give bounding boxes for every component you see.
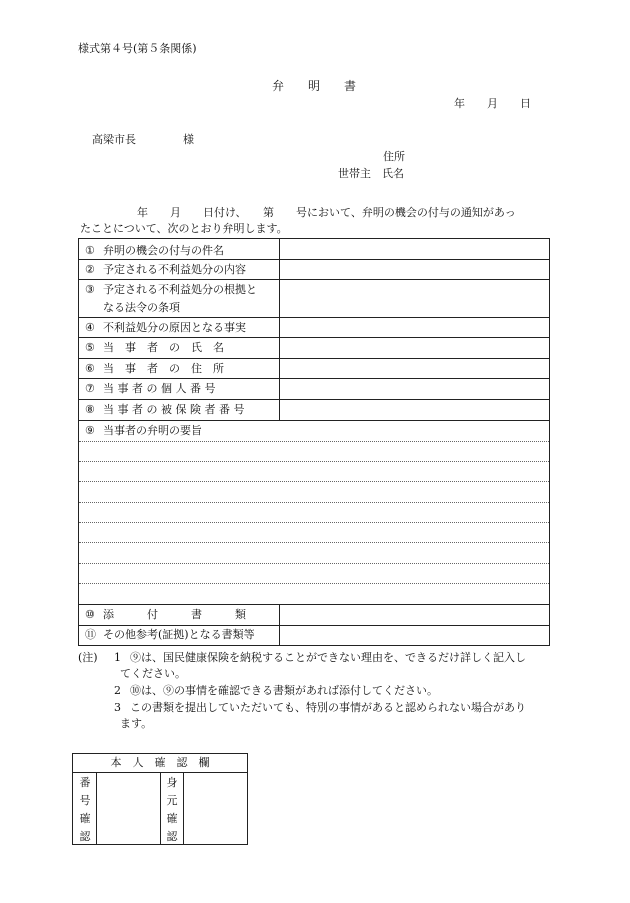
- note-number: 2: [114, 684, 121, 697]
- table-row-legal-basis: ③ 予定される不利益処分の根拠と なる法令の条項: [79, 280, 549, 318]
- disposition-content-field[interactable]: [279, 260, 549, 279]
- reference-documents-field[interactable]: [279, 626, 549, 645]
- cause-facts-field[interactable]: [279, 318, 549, 337]
- party-address-field[interactable]: [279, 359, 549, 378]
- number-check-label: 番 号 確 認: [79, 776, 91, 843]
- note-number: 1: [114, 651, 121, 664]
- number-check-field[interactable]: [97, 773, 159, 844]
- row-label: 当事者の弁明の要旨: [103, 424, 202, 437]
- table-row-insured-number: ⑧ 当 事 者 の 被 保 険 者 番 号: [79, 400, 549, 421]
- identity-check-box: [72, 753, 248, 845]
- intro-line-2: たことについて、次のとおり弁明します。: [80, 222, 288, 235]
- identity-confirm-label: 身 元 確 認: [166, 776, 178, 843]
- identity-check-title: 本 人 確 認 欄: [73, 754, 247, 773]
- note-text: この書類を提出していただいても、特別の事情があると認められない場合があり: [130, 701, 526, 714]
- row-label: 当 事 者 の 被 保 険 者 番 号: [103, 403, 245, 416]
- row-label: 当 事 者 の 住 所: [103, 362, 224, 375]
- row-label: 当 事 者 の 氏 名: [103, 341, 224, 354]
- note-text: ます。: [120, 717, 153, 730]
- note-text: ⑩は、⑨の事情を確認できる書類があれば添付してください。: [130, 684, 438, 697]
- row-label: 予定される不利益処分の根拠と: [103, 283, 257, 296]
- notes-label: (注): [78, 651, 98, 664]
- identity-confirm-field[interactable]: [184, 773, 247, 844]
- row-label: 予定される不利益処分の内容: [103, 263, 246, 276]
- table-row-disposition-content: ② 予定される不利益処分の内容: [79, 260, 549, 280]
- row-label-cont: なる法令の条項: [103, 301, 180, 314]
- subject-field[interactable]: [279, 239, 549, 259]
- statement-summary-area[interactable]: [79, 441, 549, 604]
- table-row-subject: ① 弁明の機会の付与の件名: [79, 239, 549, 260]
- table-row-reference-documents: ⑪ その他参考(証拠)となる書類等: [79, 626, 549, 645]
- note-text: てください。: [120, 667, 186, 680]
- addressee: 高梁市長: [92, 133, 136, 146]
- intro-line-1: 年 月 日付け、 第 号において、弁明の機会の付与の通知があっ: [137, 206, 516, 219]
- addressee-suffix: 様: [183, 133, 194, 146]
- table-row-party-address: ⑥ 当 事 者 の 住 所: [79, 359, 549, 379]
- form-number: 様式第４号(第５条関係): [78, 42, 197, 55]
- address-label: 住所: [383, 150, 405, 163]
- personal-number-field[interactable]: [279, 379, 549, 399]
- document-title: 弁 明 書: [272, 79, 357, 93]
- table-row-cause-facts: ④ 不利益処分の原因となる事実: [79, 318, 549, 338]
- row-label: 弁明の機会の付与の件名: [103, 244, 224, 257]
- note-text: ⑨は、国民健康保険を納税することができない理由を、できるだけ詳しく記入し: [130, 651, 526, 664]
- name-label: 世帯主 氏名: [338, 167, 404, 180]
- row-label: 添 付 書 類: [103, 608, 246, 621]
- insured-number-field[interactable]: [279, 400, 549, 420]
- table-row-statement-summary: ⑨ 当事者の弁明の要旨: [79, 421, 549, 605]
- table-row-personal-number: ⑦ 当 事 者 の 個 人 番 号: [79, 379, 549, 400]
- row-label: 当 事 者 の 個 人 番 号: [103, 382, 216, 395]
- party-name-field[interactable]: [279, 338, 549, 358]
- attachments-field[interactable]: [279, 605, 549, 625]
- row-label: その他参考(証拠)となる書類等: [103, 628, 255, 641]
- statement-table: [78, 238, 550, 646]
- legal-basis-field[interactable]: [279, 280, 549, 317]
- table-row-attachments: ⑩ 添 付 書 類: [79, 605, 549, 626]
- date-line: 年 月 日: [454, 97, 531, 110]
- note-number: 3: [114, 701, 121, 714]
- row-label: 不利益処分の原因となる事実: [103, 321, 246, 334]
- table-row-party-name: ⑤ 当 事 者 の 氏 名: [79, 338, 549, 359]
